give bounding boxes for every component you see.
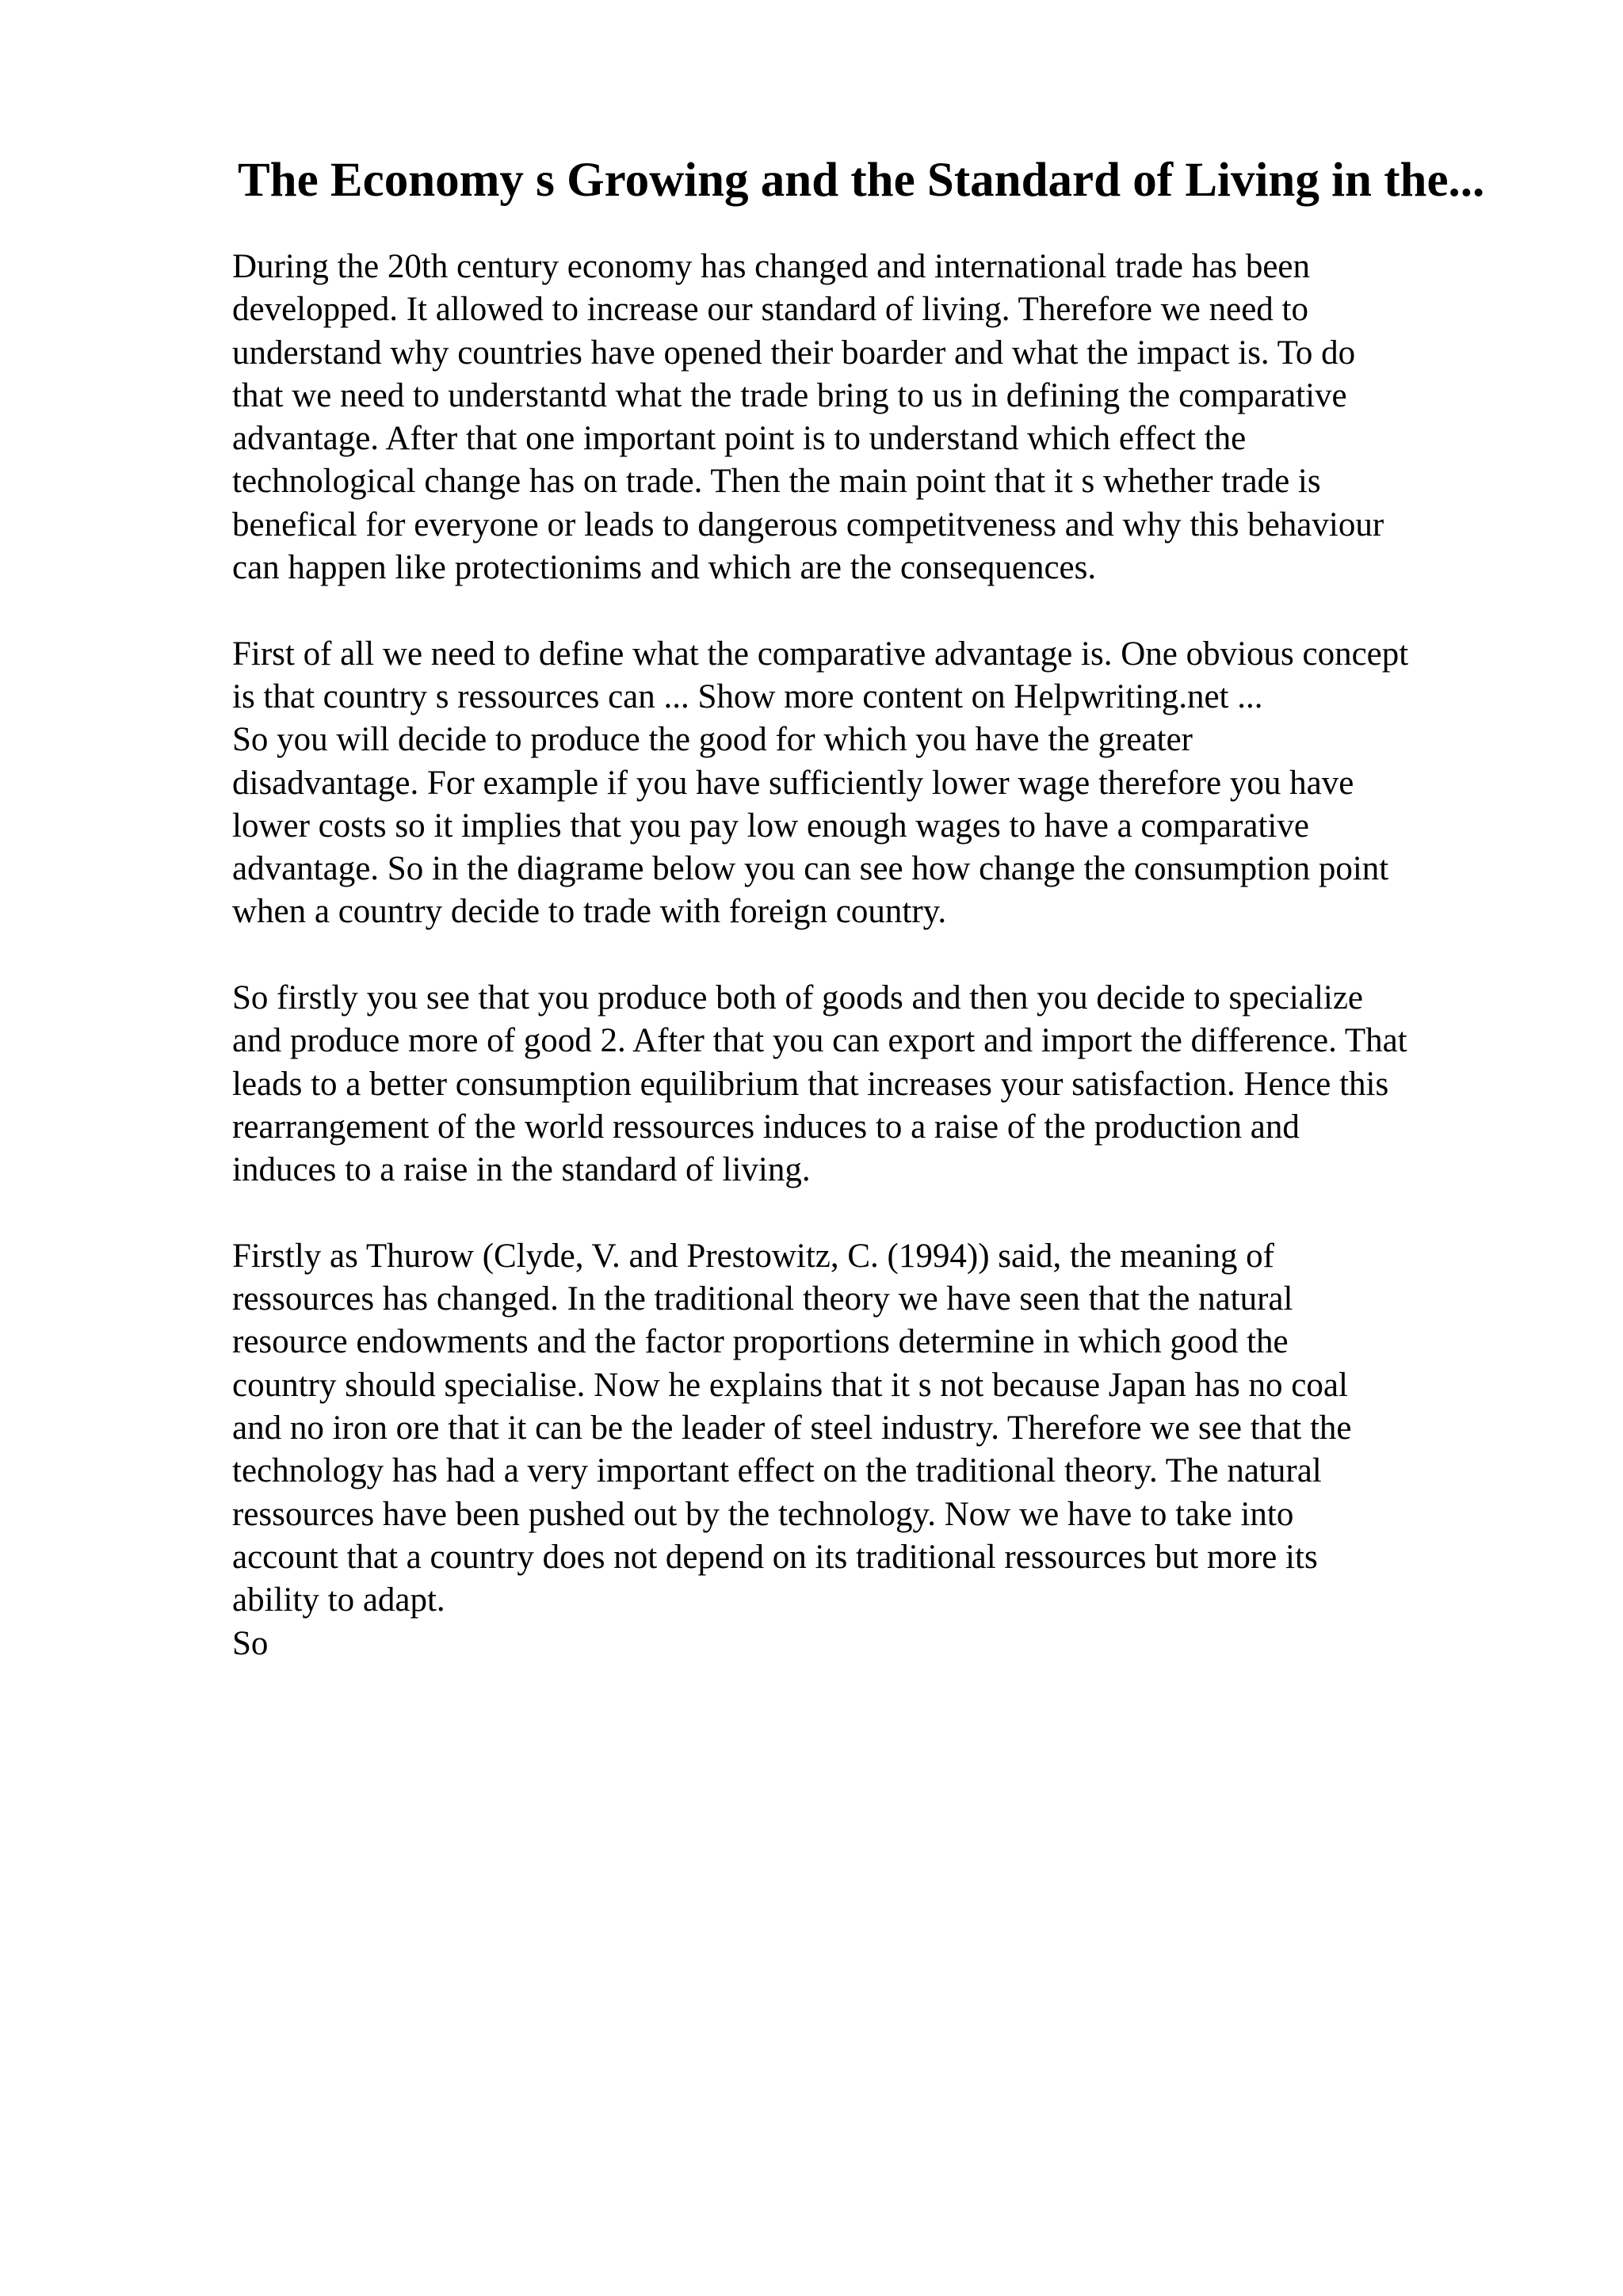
text-line: advantage. After that one important point is to understand which effect the <box>232 420 1247 458</box>
text-line: that we need to understantd what the trade bring to us in defining the comparative <box>232 376 1347 414</box>
text-line: is that country s ressources can ... Show more content on Helpwriting.net ... <box>232 677 1263 715</box>
text-line: account that a country does not depend on its traditional ressources but more its <box>232 1538 1318 1576</box>
paragraph-spacer <box>232 589 1532 632</box>
text-line: So firstly you see that you produce both of goods and then you decide to specialize <box>232 979 1364 1017</box>
text-line: and produce more of good 2. After that you can export and import the difference. That <box>232 1022 1407 1060</box>
text-line: ressources have been pushed out by the technology. Now we have to take into <box>232 1495 1294 1533</box>
text-line: developped. It allowed to increase our standard of living. Therefore we need to <box>232 291 1308 329</box>
text-line: During the 20th century economy has changed and international trade has been <box>232 248 1311 285</box>
text-line: and no iron ore that it can be the leader of steel industry. Therefore we see that the <box>232 1409 1352 1447</box>
text-line: can happen like protectionims and which are the consequences. <box>232 549 1097 587</box>
paragraph-3 <box>232 977 1532 1192</box>
paragraph-spacer <box>232 934 1532 977</box>
text-line: disadvantage. For example if you have sufficiently lower wage therefore you have <box>232 764 1354 802</box>
text-line: Firstly as Thurow (Clyde, V. and Prestowitz, C. (1994)) said, the meaning of <box>232 1237 1274 1275</box>
text-line: lower costs so it implies that you pay low enough wages to have a comparative <box>232 807 1309 845</box>
text-line: ability to adapt. <box>232 1581 445 1619</box>
paragraph-spacer <box>232 1192 1532 1235</box>
text-line: First of all we need to define what the comparative advantage is. One obvious concept <box>232 635 1409 673</box>
document-title: The Economy s Growing and the Standard of Living in the... <box>238 154 1485 207</box>
text-line: resource endowments and the factor proportions determine in which good the <box>232 1323 1289 1361</box>
text-line: benefical for everyone or leads to dangerous competitveness and why this behaviour <box>232 505 1384 543</box>
text-line: induces to a raise in the standard of living. <box>232 1151 811 1189</box>
text-line: technology has had a very important effect on the traditional theory. The natural <box>232 1452 1322 1490</box>
text-line: So you will decide to produce the good for which you have the greater <box>232 721 1193 759</box>
text-line: understand why countries have opened their boarder and what the impact is. To do <box>232 334 1356 372</box>
text-line: leads to a better consumption equilibrium that increases your satisfaction. Hence this <box>232 1065 1389 1103</box>
paragraph-1 <box>232 246 1532 589</box>
document-body <box>232 246 1532 1665</box>
paragraph-2 <box>232 633 1532 934</box>
paragraph-4 <box>232 1235 1532 1665</box>
text-line: rearrangement of the world ressources induces to a raise of the production and <box>232 1108 1300 1146</box>
text-line: technological change has on trade. Then the main point that it s whether trade is <box>232 463 1321 501</box>
text-line: ressources has changed. In the traditional theory we have seen that the natural <box>232 1280 1293 1318</box>
text-line: country should specialise. Now he explains that it s not because Japan has no coal <box>232 1366 1348 1404</box>
text-line: So <box>232 1624 269 1662</box>
text-line: advantage. So in the diagrame below you can see how change the consumption point <box>232 850 1389 888</box>
text-line: when a country decide to trade with foreign country. <box>232 893 947 931</box>
